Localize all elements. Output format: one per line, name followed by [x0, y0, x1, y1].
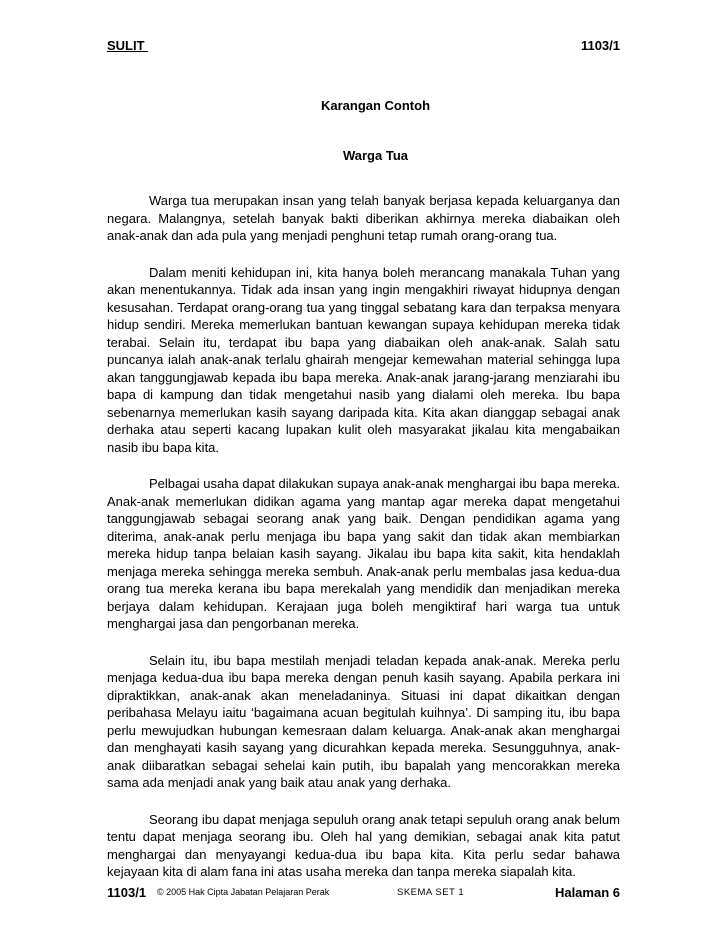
document-title: Karangan Contoh	[320, 98, 431, 113]
paragraph-1: Warga tua merupakan insan yang telah banyak berjasa kepada keluarganya dan negara. Malangnya, setelah banyak bakti diberikan akhirnya mereka diabaikan oleh anak-anak dan ada pula yang menjadi penghuni tetap rumah orang-orang tua.	[107, 193, 620, 243]
copyright-notice: © 2005 Hak Cipta Jabatan Pelajaran Perak	[157, 887, 330, 897]
page-number: Halaman 6	[554, 885, 620, 900]
paragraph-5: Seorang ibu dapat menjaga sepuluh orang anak tetapi sepuluh orang anak belum tentu dapat menjaga seorang ibu. Oleh hal yang demikian, sebagai anak kita patut menghargai dan menyayangi kedua-dua ibu bapa kita. Kita perlu sedar bahawa kejayaan kita di alam fana ini atas usaha mereka dan tanpa mereka siapalah kita.	[107, 811, 620, 879]
paragraph-4: Selain itu, ibu bapa mestilah menjadi teladan kepada anak-anak. Mereka perlu menjaga kedua-dua ibu bapa mereka dengan penuh kasih sayang. Apabila perkara ini dipraktikkan, anak-anak akan meneladaninya. Situasi ini dapat dikaitkan dengan peribahasa Melayu iaitu ‘bagaimana acuan begitulah kuihnya’. Di samping itu, ibu bapa perlu mewujudkan hubungan kemesraan dalam keluarga. Anak-anak akan menghargai dan menghayati kasih sayang yang dicurahkan kepada mereka. Sesungguhnya, anak-anak diibaratkan sebagai sehelai kain putih, ibu bapalah yang mencorakkan mereka sama ada menjadi anak yang baik atau anak yang derhaka.	[107, 652, 620, 790]
page-header	[107, 38, 620, 58]
page-footer	[107, 885, 620, 905]
essay-title: Warga Tua	[342, 148, 408, 163]
paper-code: 1103/1	[580, 38, 620, 53]
paragraph-3: Pelbagai usaha dapat dilakukan supaya anak-anak menghargai ibu bapa mereka. Anak-anak memerlukan didikan agama yang mantap agar mereka dapat mengetahui tanggungjawab sebagai seorang anak yang baik. Dengan pendidikan agama yang diterima, anak-anak perlu menjaga ibu bapa yang sakit dan tidak akan membiarkan mereka hidup tanpa belaian kasih sayang. Jikalau ibu bapa kita sakit, kita hendaklah menjaga mereka sehingga mereka sembuh. Anak-anak perlu membalas jasa kedua-dua orang tua mereka kerana ibu bapa merekalah yang mendidik dan menjadikan mereka berjaya dalam kehidupan. Kerajaan juga boleh mengiktiraf hari warga tua untuk menghargai jasa dan pengorbanan mereka.	[107, 476, 620, 631]
schema-label: SKEMA SET 1	[397, 887, 465, 898]
essay-body	[107, 192, 620, 900]
classification-label: SULIT	[107, 38, 149, 53]
paragraph-2: Dalam meniti kehidupan ini, kita hanya boleh merancang manakala Tuhan yang akan menentukannya. Tidak ada insan yang ingin mengakhiri riwayat hidupnya dengan kesusahan. Terdapat orang-orang tua yang tinggal sebatang kara dan terpaksa menyara hidup sendiri. Mereka memerlukan bantuan kewangan supaya kehidupan mereka tidak terabai. Selain itu, terdapat ibu bapa yang diabaikan oleh anak-anak. Salah satu puncanya ialah anak-anak terlalu ghairah mengejar kemewahan material sehingga lupa akan tanggungjawab kepada ibu bapa mereka. Anak-anak jarang-jarang menziarahi ibu bapa di kampung dan tidak mengetahui nasib yang dialami oleh mereka. Ibu bapa sebenarnya memerlukan kasih sayang daripada kita. Kita akan dianggap sebagai anak derhaka atau seperti kacang lupakan kulit oleh masyarakat jikalau kita mengabaikan nasib ibu bapa kita.	[107, 264, 620, 455]
footer-paper-code: 1103/1	[107, 885, 147, 900]
